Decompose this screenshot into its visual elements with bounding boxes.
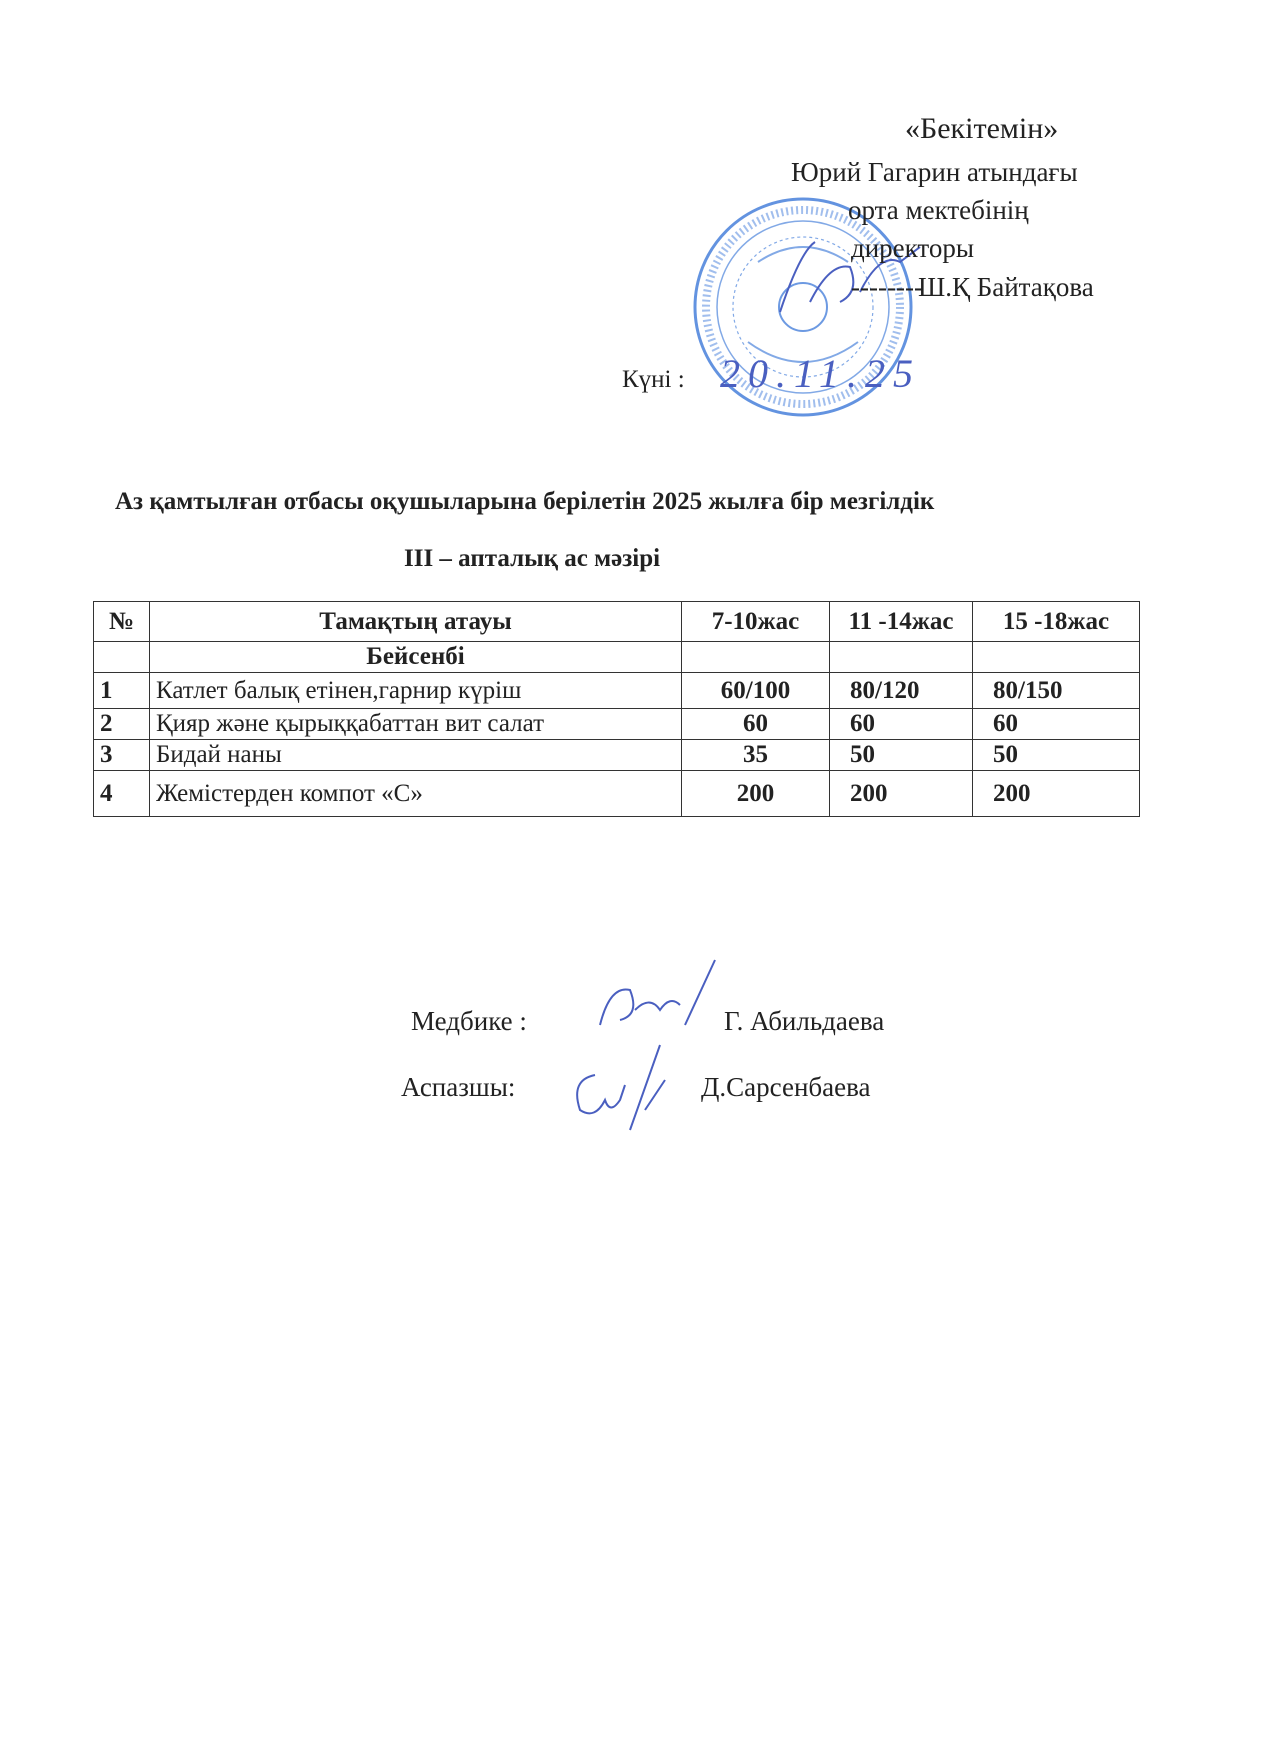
table-row [94, 771, 1140, 817]
portion-11-14: 80/120 [830, 673, 973, 709]
portion-7-10: 200 [682, 771, 830, 817]
approval-heading: «Бекітемін» [905, 112, 1059, 145]
document-title: Аз қамтылған отбасы оқушыларына берілетін 2025 жылға бір мезгілдік [115, 488, 935, 515]
director-name: Ш.Қ Байтақова [918, 272, 1094, 302]
menu-table [93, 601, 1140, 817]
portion-7-10: 35 [682, 740, 830, 771]
portion-7-10: 60 [682, 709, 830, 740]
nurse-name: Г. Абильдаева [724, 1006, 885, 1036]
portion-15-18: 50 [973, 740, 1140, 771]
approval-line-school-type: орта мектебінің [848, 195, 1029, 225]
row-number: 1 [94, 673, 150, 709]
cook-label: Аспазшы: [401, 1072, 516, 1102]
cook-signature [565, 1040, 675, 1140]
row-number: 2 [94, 709, 150, 740]
portion-15-18: 60 [973, 709, 1140, 740]
approval-line-position: директоры [851, 233, 975, 263]
day-row [94, 642, 1140, 673]
portion-15-18: 80/150 [973, 673, 1140, 709]
row-number: 4 [94, 771, 150, 817]
dish-name: Бидай наны [150, 740, 682, 771]
row-number: 3 [94, 740, 150, 771]
dish-name: Жемістерден компот «С» [150, 771, 682, 817]
nurse-label: Медбике : [411, 1006, 527, 1036]
date-handwritten: 20.11.25 [720, 351, 922, 396]
cook-name: Д.Сарсенбаева [701, 1072, 871, 1102]
table-row [94, 740, 1140, 771]
signature-dashes: -------- [851, 272, 923, 302]
document-subtitle: III – апталық ас мәзірі [404, 545, 661, 572]
header-age-7-10: 7-10жас [682, 602, 830, 642]
portion-11-14: 60 [830, 709, 973, 740]
header-number: № [94, 602, 150, 642]
portion-11-14: 200 [830, 771, 973, 817]
table-header-row [94, 602, 1140, 642]
header-age-11-14: 11 -14жас [830, 602, 973, 642]
day-label: Бейсенбі [150, 642, 682, 673]
portion-11-14: 50 [830, 740, 973, 771]
table-row [94, 673, 1140, 709]
date-label: Күні : [622, 366, 685, 393]
approval-line-school: Юрий Гагарин атындағы [791, 157, 1078, 187]
portion-7-10: 60/100 [682, 673, 830, 709]
header-age-15-18: 15 -18жас [973, 602, 1140, 642]
header-dish-name: Тамақтың атауы [150, 602, 682, 642]
portion-15-18: 200 [973, 771, 1140, 817]
table-row [94, 709, 1140, 740]
nurse-signature [590, 955, 720, 1045]
dish-name: Қияр және қырыққабаттан вит салат [150, 709, 682, 740]
dish-name: Катлет балық етінен,гарнир күріш [150, 673, 682, 709]
